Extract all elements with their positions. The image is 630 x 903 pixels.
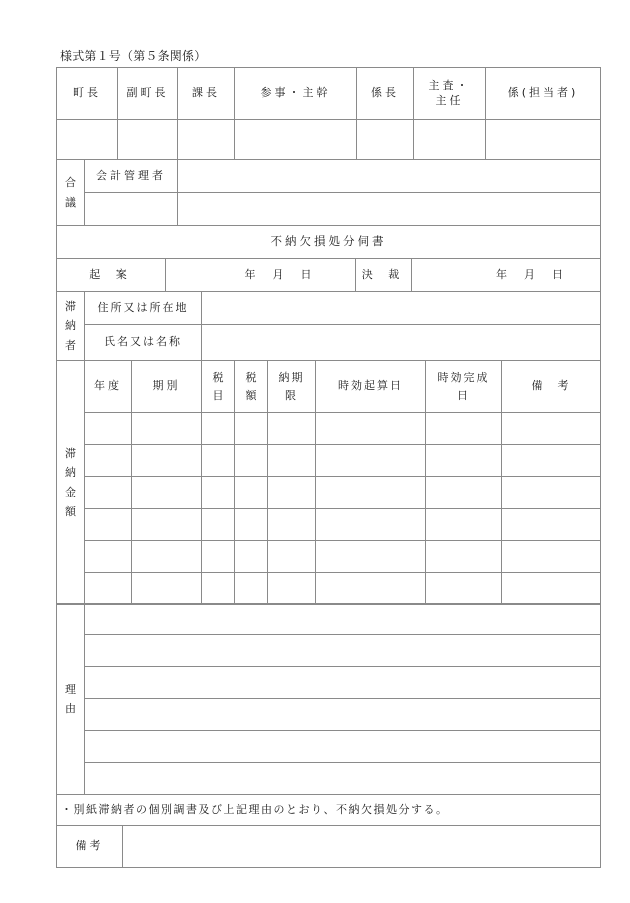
arrears-cell[interactable] [235, 413, 268, 445]
arrears-cell[interactable] [235, 445, 268, 477]
stamp-cell-deputy-mayor[interactable] [118, 120, 178, 160]
reason-line[interactable] [85, 604, 601, 635]
arrears-cell[interactable] [235, 509, 268, 541]
stamp-cell-inspector[interactable] [414, 120, 486, 160]
debtor-side-text: 滞 納 者 [65, 300, 76, 352]
arrears-cell[interactable] [268, 573, 316, 605]
arrears-cell[interactable] [268, 413, 316, 445]
disposition-statement: ・別紙滞納者の個別調書及び上記理由のとおり、不納欠損処分する。 [57, 795, 601, 826]
arrears-cell[interactable] [316, 573, 426, 605]
remarks-label: 備考 [57, 826, 123, 868]
arrears-cell[interactable] [502, 509, 601, 541]
arrears-cell[interactable] [316, 509, 426, 541]
arrears-row [57, 509, 601, 541]
arrears-cell[interactable] [85, 573, 132, 605]
title-table [56, 225, 600, 292]
consultation-extra-field[interactable] [178, 193, 601, 226]
arrears-cell[interactable] [202, 509, 235, 541]
reason-line[interactable] [85, 731, 601, 763]
arrears-cell[interactable] [235, 477, 268, 509]
arrears-cell[interactable] [132, 573, 202, 605]
arrears-cell[interactable] [85, 445, 132, 477]
arrears-cell[interactable] [85, 413, 132, 445]
name-label: 氏名又は名称 [85, 325, 202, 361]
consultation-extra-label-field[interactable] [85, 193, 178, 226]
consultation-side-text: 合 議 [65, 176, 76, 209]
arrears-cell[interactable] [132, 477, 202, 509]
reason-side-label [57, 604, 85, 795]
arrears-cell[interactable] [132, 541, 202, 573]
arrears-cell[interactable] [85, 541, 132, 573]
arrears-cell[interactable] [316, 413, 426, 445]
draft-date-field[interactable] [166, 259, 356, 292]
stamp-cell-mayor[interactable] [57, 120, 118, 160]
arrears-cell[interactable] [502, 573, 601, 605]
arrears-row [57, 413, 601, 445]
arrears-cell[interactable] [132, 509, 202, 541]
arrears-row [57, 477, 601, 509]
arrears-cell[interactable] [202, 413, 235, 445]
arrears-cell[interactable] [202, 445, 235, 477]
arrears-cell[interactable] [426, 573, 502, 605]
arrears-cell[interactable] [202, 541, 235, 573]
arrears-cell[interactable] [132, 445, 202, 477]
decision-date-label: 年 月 日 [496, 267, 566, 281]
consultation-side-label [57, 160, 85, 226]
remarks-field[interactable] [123, 826, 601, 868]
col-period: 期別 [132, 361, 202, 413]
arrears-cell[interactable] [426, 541, 502, 573]
col-limitation-end: 時効完成 日 [426, 361, 502, 413]
arrears-cell[interactable] [316, 477, 426, 509]
draft-date-label: 年 月 日 [244, 267, 315, 281]
name-field[interactable] [202, 325, 601, 361]
arrears-cell[interactable] [268, 509, 316, 541]
address-label: 住所又は所在地 [85, 292, 202, 325]
accountant-label: 会計管理者 [85, 160, 178, 193]
arrears-cell[interactable] [202, 477, 235, 509]
header-staff: 係(担当者) [486, 68, 601, 120]
arrears-table [56, 360, 600, 605]
approval-stamp-table [56, 67, 600, 160]
reason-line[interactable] [85, 699, 601, 731]
arrears-cell[interactable] [426, 413, 502, 445]
address-field[interactable] [202, 292, 601, 325]
form-number-label: 様式第１号（第５条関係） [60, 49, 207, 63]
footer-table [56, 794, 600, 868]
arrears-cell[interactable] [316, 541, 426, 573]
col-fiscal-year: 年度 [85, 361, 132, 413]
arrears-side-label [57, 361, 85, 605]
arrears-cell[interactable] [502, 477, 601, 509]
col-due-date: 納期 限 [268, 361, 316, 413]
reason-line[interactable] [85, 667, 601, 699]
arrears-side-text: 滞 納 金 額 [65, 447, 76, 518]
stamp-cell-counselor[interactable] [235, 120, 357, 160]
reason-line[interactable] [85, 635, 601, 667]
accountant-field[interactable] [178, 160, 601, 193]
arrears-cell[interactable] [316, 445, 426, 477]
debtor-side-label [57, 292, 85, 361]
stamp-cell-section-chief[interactable] [178, 120, 235, 160]
consultation-table [56, 159, 600, 226]
arrears-row [57, 573, 601, 605]
draft-label: 起 案 [57, 259, 166, 292]
reason-line[interactable] [85, 763, 601, 795]
stamp-cell-staff[interactable] [486, 120, 601, 160]
arrears-cell[interactable] [502, 541, 601, 573]
col-tax-amount: 税 額 [235, 361, 268, 413]
decision-date-field[interactable] [412, 259, 601, 292]
document-title: 不納欠損処分伺書 [57, 226, 601, 259]
arrears-cell[interactable] [132, 413, 202, 445]
header-subsection-chief: 係長 [357, 68, 414, 120]
reason-table [56, 603, 600, 795]
arrears-cell[interactable] [85, 509, 132, 541]
stamp-cell-subsection-chief[interactable] [357, 120, 414, 160]
header-section-chief: 課長 [178, 68, 235, 120]
col-tax-item: 税 目 [202, 361, 235, 413]
arrears-cell[interactable] [268, 445, 316, 477]
reason-side-text: 理 由 [65, 682, 76, 715]
arrears-cell[interactable] [268, 541, 316, 573]
arrears-cell[interactable] [85, 477, 132, 509]
arrears-cell[interactable] [202, 573, 235, 605]
header-inspector-label: 主査・主任 [428, 78, 471, 107]
decision-label: 決 裁 [356, 259, 412, 292]
header-mayor: 町長 [57, 68, 118, 120]
arrears-cell[interactable] [426, 445, 502, 477]
header-counselor: 参事・主幹 [235, 68, 357, 120]
arrears-cell[interactable] [502, 413, 601, 445]
col-limitation-start: 時効起算日 [316, 361, 426, 413]
arrears-cell[interactable] [235, 541, 268, 573]
arrears-cell[interactable] [268, 477, 316, 509]
arrears-cell[interactable] [502, 445, 601, 477]
arrears-row [57, 445, 601, 477]
col-remarks: 備 考 [502, 361, 601, 413]
header-inspector [414, 68, 486, 120]
header-deputy-mayor: 副町長 [118, 68, 178, 120]
debtor-table [56, 291, 600, 361]
arrears-cell[interactable] [426, 509, 502, 541]
arrears-row [57, 541, 601, 573]
arrears-cell[interactable] [235, 573, 268, 605]
arrears-cell[interactable] [426, 477, 502, 509]
